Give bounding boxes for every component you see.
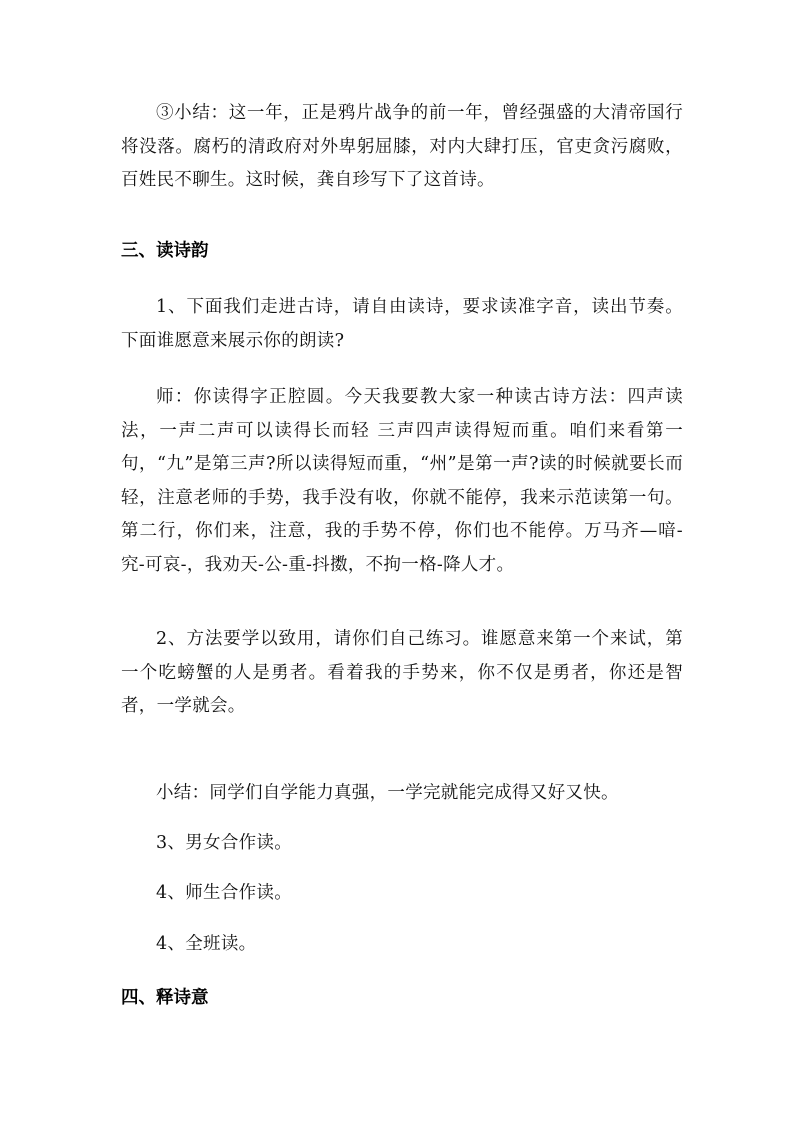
instruction-paragraph-2: 2、方法要学以致用，请你们自己练习。谁愿意来第一个来试，第一个吃螃蟹的人是勇者。看着我的手势来，你不仅是勇者，你还是智者，一学就会。 [121,629,683,716]
summary-paragraph-2: 小结：同学们自学能力真强，一学完就能完成得又好又快。 [156,783,619,803]
section-heading-explain-poem: 四、释诗意 [121,988,209,1008]
list-item-class-read: 4、全班读。 [156,934,257,954]
instruction-paragraph-1: 1、下面我们走进古诗，请自由读诗，要求读准字音，读出节奏。下面谁愿意来展示你的朗读? [121,297,683,351]
list-item-boys-girls-read: 3、男女合作读。 [156,833,293,853]
section-heading-read-poem: 三、读诗韵 [121,241,209,261]
summary-paragraph: ③小结：这一年，正是鸦片战争的前一年，曾经强盛的大清帝国行将没落。腐朽的清政府对外卑躬屈膝，对内大肆打压，官吏贪污腐败，百姓民不聊生。这时候，龚自珍写下了这首诗。 [121,103,683,190]
list-item-teacher-student-read: 4、师生合作读。 [156,883,293,903]
teacher-paragraph: 师：你读得字正腔圆。今天我要教大家一种读古诗方法：四声读法，一声二声可以读得长而轻 三声四声读得短而重。咱们来看第一句，“九”是第三声?所以读得短而重，“州”是第一声?读的时候就要长而轻，注意老师的手势，我手没有收，你就不能停，我来示范读第一句。第二行，你们来，注意，我的手势不停，你们也不能停。万马齐—喑-究-可哀-，我劝天-公-重-抖擞，不拘一格-降人才。 [121,387,683,575]
